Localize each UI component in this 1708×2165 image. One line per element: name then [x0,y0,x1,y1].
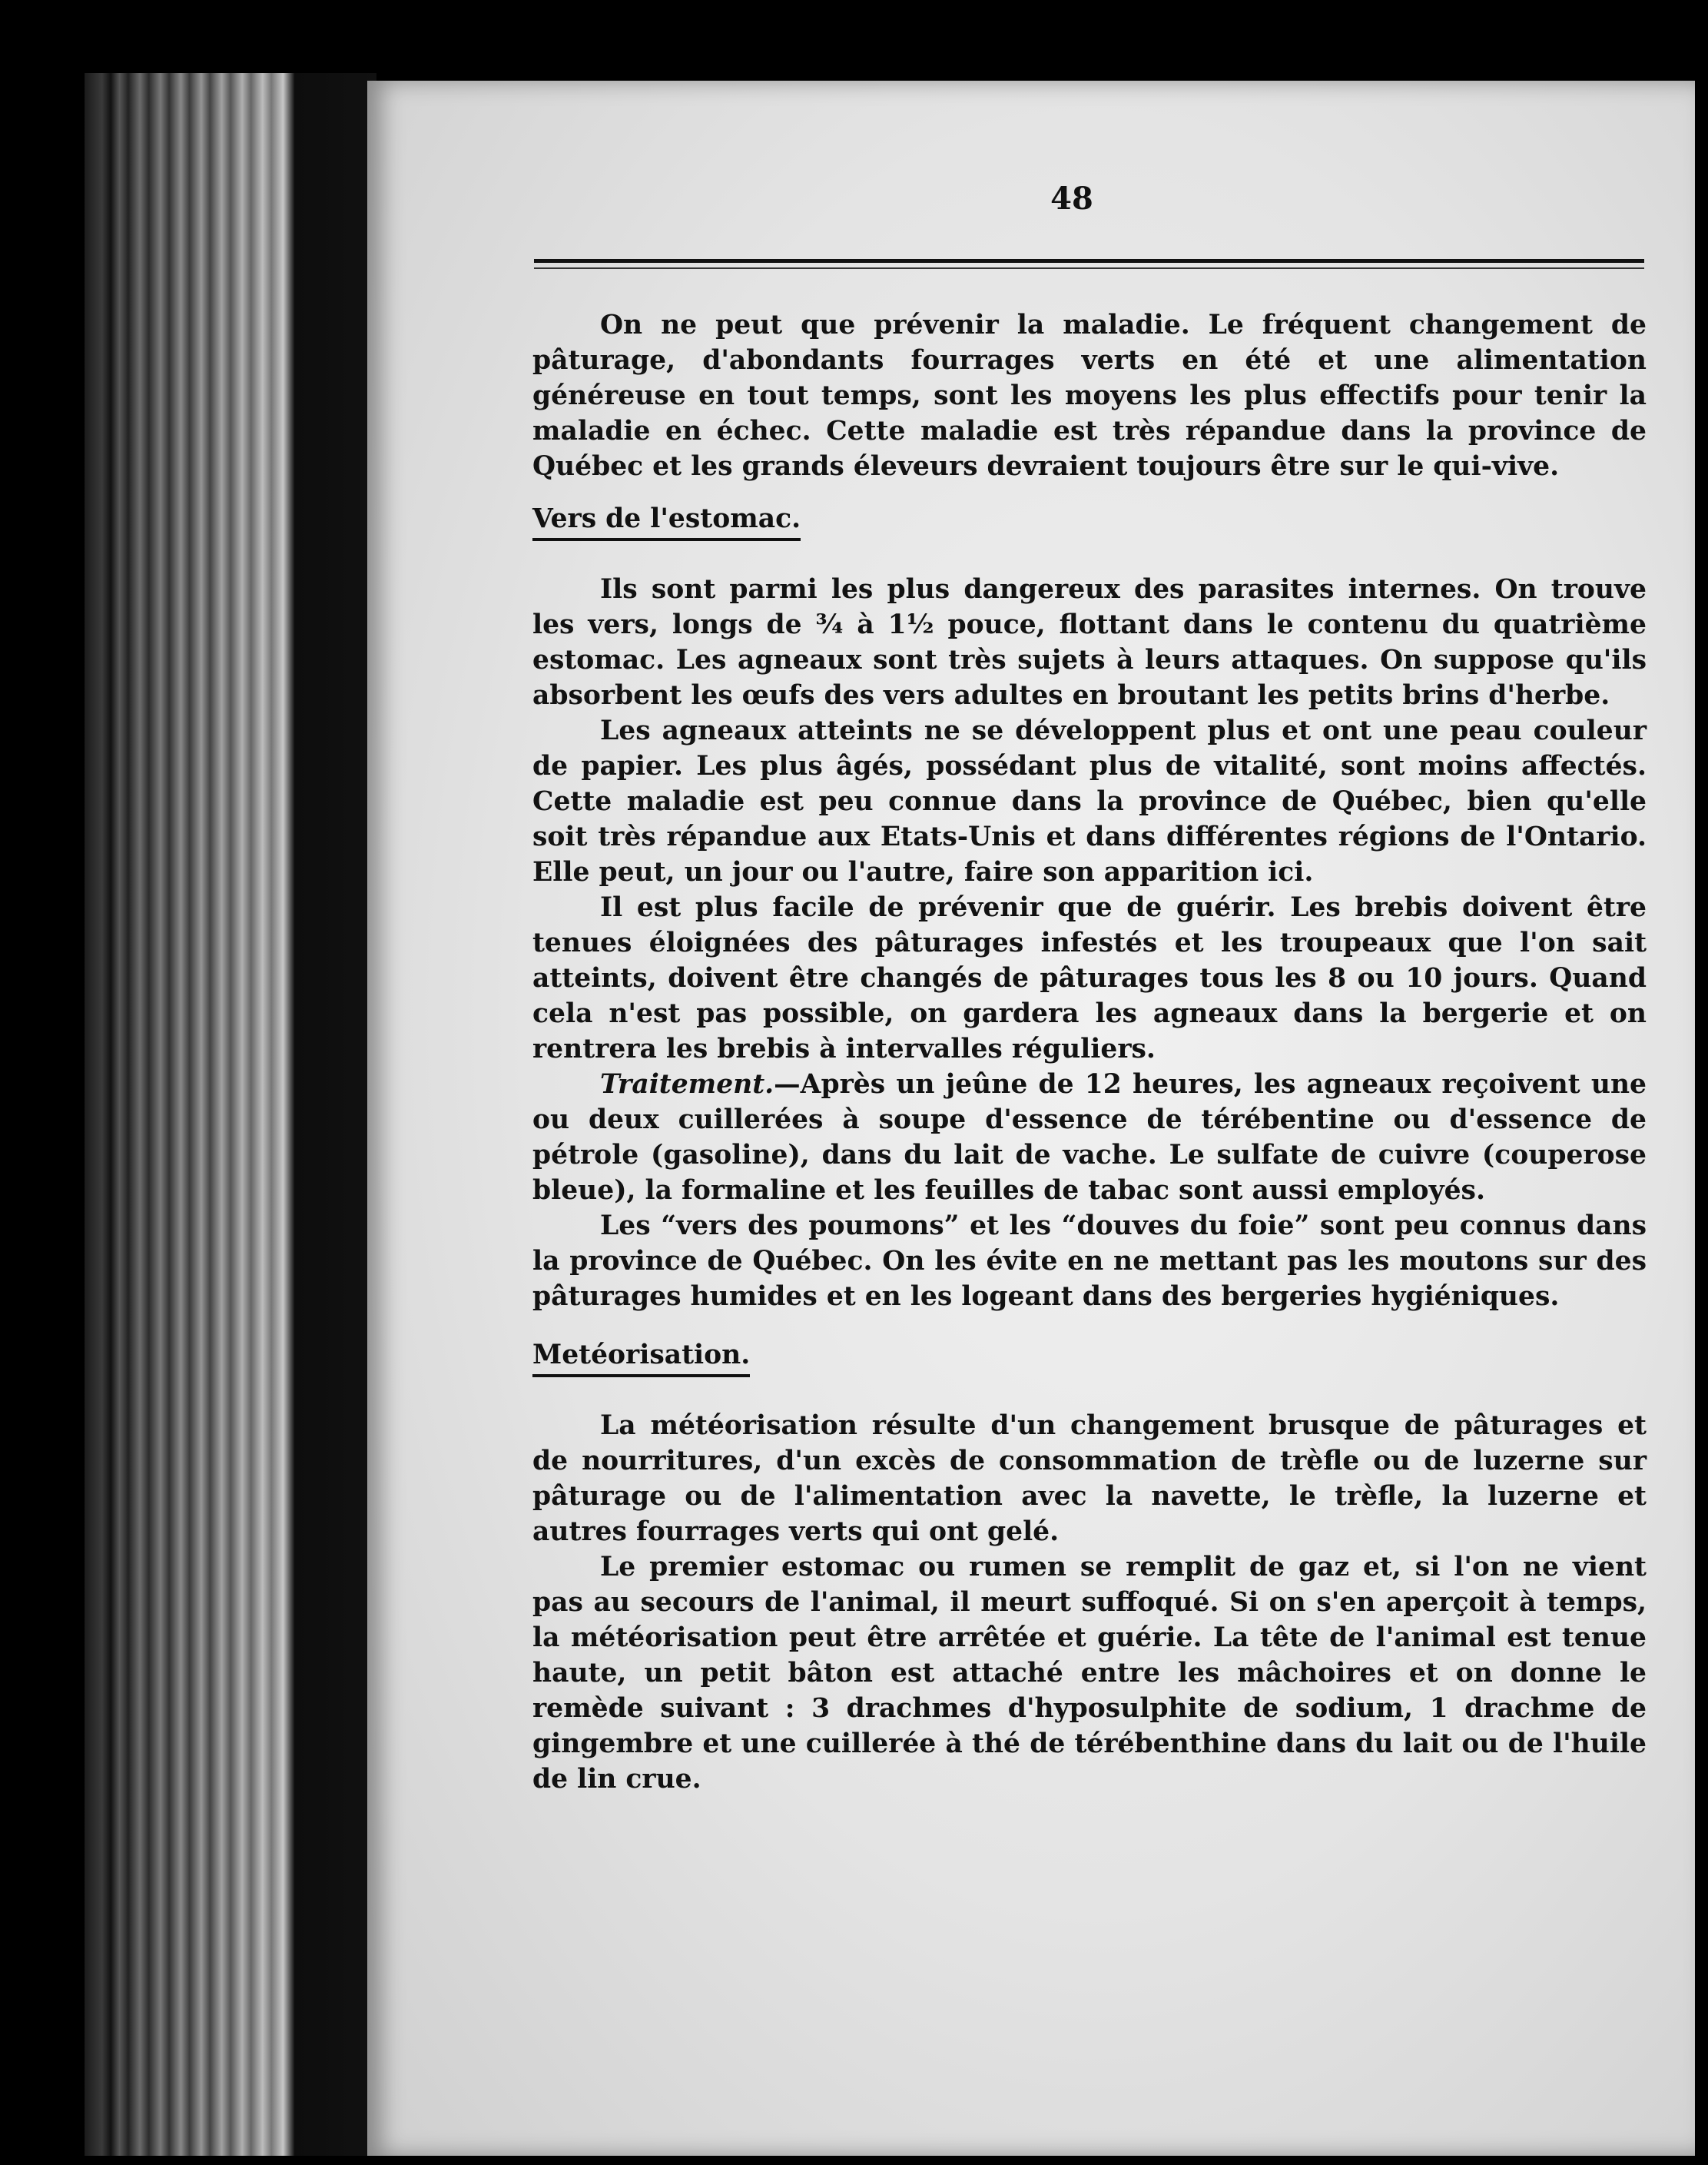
page-body [532,307,1647,1797]
header-rule [534,259,1644,263]
paragraph: Il est plus facile de prévenir que de guérir. Les brebis doivent être tenues éloignées des pâturages infestés et les troupeaux que l'on sait atteints, doivent être changés de pâturages tous les 8 ou 10 jours. Quand cela n'est pas possible, on gardera les agneaux dans la bergerie et on rentrera les brebis à intervalles réguliers. [532,892,1647,1064]
paragraph: Les “vers des poumons” et les “douves du foie” sont peu connus dans la province de Québec. On les évite en ne mettant pas les moutons sur des pâturages humides et en les logeant dans des bergeries hygiéniques. [532,1210,1647,1312]
paragraph-treatment [532,1067,1647,1208]
paragraph: Ils sont parmi les plus dangereux des parasites internes. On trouve les vers, longs de ¾ à 1½ pouce, flottant dans le contenu du quatrième estomac. Les agneaux sont très sujets à leurs attaques. On suppose qu'ils absorbent les œufs des vers adultes en broutant les petits brins d'herbe. [532,574,1647,711]
book-spine-edges [85,73,376,2156]
paragraph: La météorisation résulte d'un changement brusque de pâturages et de nourritures, d'un excès de consommation de trèfle ou de luzerne sur pâturage ou de l'alimentation avec la navette, le trèfle, la luzerne et autres fourrages verts qui ont gelé. [532,1410,1647,1547]
paragraph: Les agneaux atteints ne se développent plus et ont une peau couleur de papier. Les plus âgés, possédant plus de vitalité, sont moins affectés. Cette maladie est peu connue dans la province de Québec, bien qu'elle soit très répandue aux Etats-Unis et dans différentes régions de l'Ontario. Elle peut, un jour ou l'autre, faire son apparition ici. [532,716,1647,888]
treatment-text: —Après un jeûne de 12 heures, les agneaux reçoivent une ou deux cuillerées à soupe d'essence de térébentine ou d'essence de pétrole (gasoline), dans du lait de vache. Le sulfate de cuivre (couperose bleue), la formaline et les feuilles de tabac sont aussi employés. [532,1069,1647,1206]
treatment-label: Traitement. [600,1069,774,1100]
section-heading-meteorisation: Metéorisation. [532,1337,750,1377]
section-heading-wrap [532,501,1647,541]
section-heading-wrap [532,1337,1647,1377]
page-number: 48 [1050,181,1093,217]
section-heading-stomach-worms: Vers de l'estomac. [532,501,801,541]
paragraph-intro: On ne peut que prévenir la maladie. Le fréquent changement de pâturage, d'abondants fourrages verts en été et une alimentation généreuse en tout temps, sont les moyens les plus effectifs pour tenir la maladie en échec. Cette maladie est très répandue dans la province de Québec et les grands éleveurs devraient toujours être sur le qui-vive. [532,310,1647,482]
paragraph: Le premier estomac ou rumen se remplit de gaz et, si l'on ne vient pas au secours de l'animal, il meurt suffoqué. Si on s'en aperçoit à temps, la météorisation peut être arrêtée et guérie. La tête de l'animal est tenue haute, un petit bâton est attaché entre les mâchoires et on donne le remède suivant : 3 drachmes d'hyposulphite de sodium, 1 drachme de gingembre et une cuillerée à thé de térébenthine dans du lait ou de l'huile de lin crue. [532,1552,1647,1795]
header-rule-thin [534,267,1644,269]
